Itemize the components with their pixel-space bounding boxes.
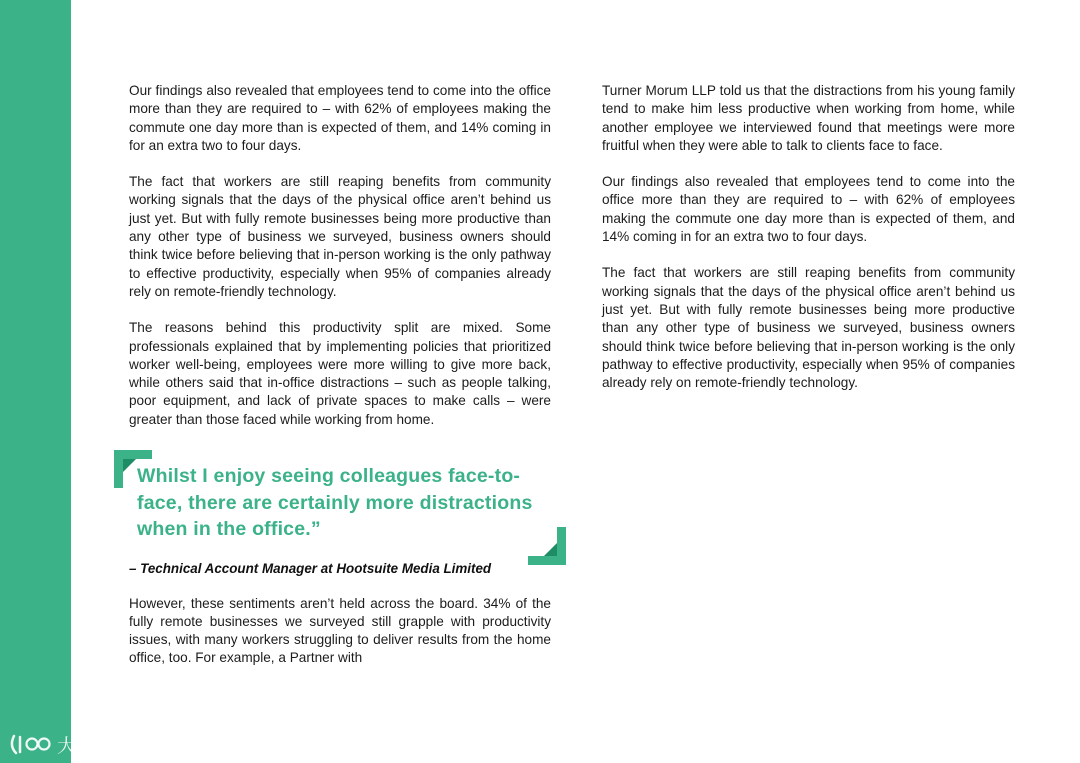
body-paragraph: However, these sentiments aren’t held across the board. 34% of the fully remote businesses we surveyed still grapple with productivity issues, with many workers struggling to deliver results from the home office, too. For example, a Partner with xyxy=(129,595,551,666)
right-column xyxy=(602,82,1015,410)
body-paragraph: The fact that workers are still reaping benefits from community working signals that the days of the physical office aren’t behind us just yet. But with fully remote businesses being more productive than any other type of business we surveyed, business owners should think twice before believing that in-person working is the only pathway to effective productivity, especially when 95% of companies already rely on remote-friendly technology. xyxy=(129,174,551,299)
body-paragraph: The reasons behind this productivity split are mixed. Some professionals explained that by implementing policies that prioritized worker well-being, employees were more willing to give more back, while others said that in-office distractions – such as people talking, poor equipment, and lack of private spaces to make calls – were greater than those faced while working from home. xyxy=(129,320,551,427)
quote-text: Whilst I enjoy seeing colleagues face-to-face, there are certainly more distractions when in the office.” xyxy=(137,465,533,541)
quote-corner-bottom-right-icon xyxy=(528,527,566,565)
watermark-logo-icon xyxy=(10,732,52,756)
body-paragraph: Turner Morum LLP told us that the distractions from his young family tend to make him less productive when working from home, while another employee we interviewed found that meetings were more fruitful when they were able to talk to clients face to face. xyxy=(602,83,1015,153)
body-paragraph: Our findings also revealed that employees tend to come into the office more than they are required to – with 62% of employees making the commute one day more than is expected of them, and 14% coming in for an extra two to four days. xyxy=(602,174,1015,245)
body-paragraph: The fact that workers are still reaping benefits from community working signals that the days of the physical office aren’t behind us just yet. But with fully remote businesses being more productive than any other type of business we surveyed, business owners should think twice before believing that in-person working is the only pathway to effective productivity, especially when 95% of companies already rely on remote-friendly technology. xyxy=(602,265,1015,391)
pull-quote xyxy=(129,447,551,551)
left-column xyxy=(129,82,551,686)
body-paragraph: Our findings also revealed that employees tend to come into the office more than they are required to – with 62% of employees making the commute one day more than is expected of them, and 14% coming in for an extra two to four days. xyxy=(129,83,551,153)
quote-corner-top-left-icon xyxy=(114,450,152,488)
quote-attribution: – Technical Account Manager at Hootsuite Media Limited xyxy=(129,560,492,576)
watermark xyxy=(10,730,137,758)
watermark-text: 大数跨境 xyxy=(57,734,138,757)
green-side-bar xyxy=(0,0,71,763)
